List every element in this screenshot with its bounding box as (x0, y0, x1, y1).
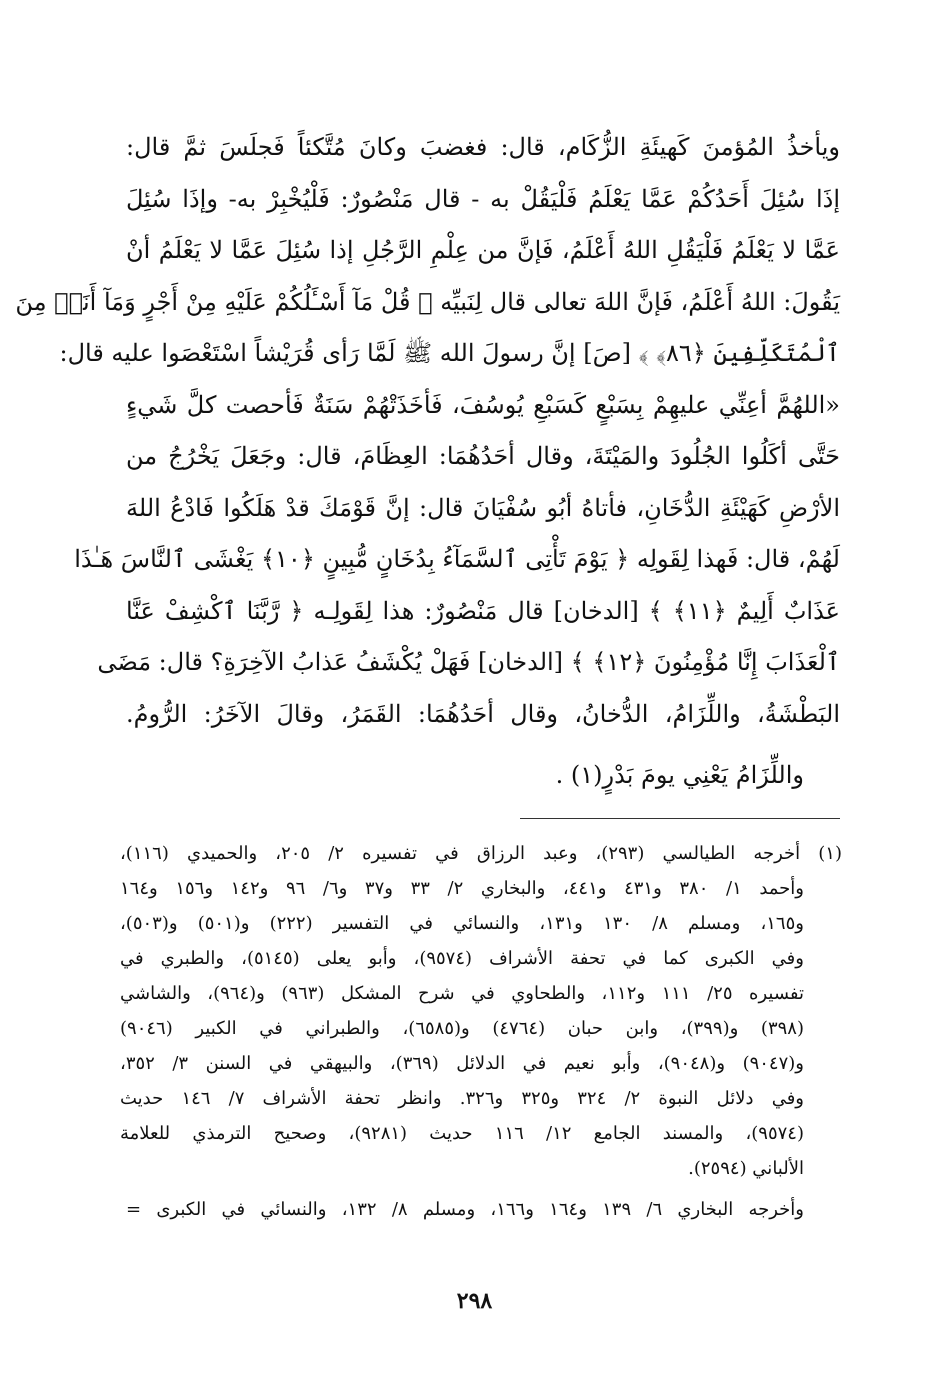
footnote-line: وأحمد ١/ ٣٨٠ و٤٣١ و٤٤١، والبخاري ٢/ ٣٣ و٣٧ و٦/ ٩٦ و١٤٢ و١٥٦ و١٦٤ (120, 878, 805, 899)
footnote-line: وفي الكبرى كما في تحفة الأشراف (٩٥٧٤)، وأبو يعلى (٥١٤٥)، والطبري في (120, 948, 804, 969)
main-text-line: يَقُولَ: اللهُ أَعْلَمُ، فَإنَّ اللهَ تعالى قال لِنَبيِّه ﴿ قُلْ مَآ أَسْـَٔلُكُمْ عَلَيْهِ مِنْ أَجْرٍ وَمَآ أَنَا۠ مِنَ (15, 287, 840, 316)
main-text-line: ٱلْمُتَكَلِّفِينَ ﴿٨٦﴾ ﴾ [صَ] إنَّ رسولَ الله ﷺ لَمَّا رَأى قُرَيْشاً اسْتَعْصَوا عليه قال: (59, 339, 840, 367)
footnote-divider (520, 818, 840, 819)
main-text-line: عَذَابٌ أَلِيمٌ ﴿١١﴾ ﴾ [الدخان] قال مَنْصُورٌ: هذا لِقَولِـه ﴿ رَّبَّنَا ٱكْشِفْ عَنَّا (126, 596, 840, 625)
footnote-line: وفي دلائل النبوة ٢/ ٣٢٤ و٣٢٥ و٣٢٦. وانظر تحفة الأشراف ٧/ ١٤٦ حديث (120, 1088, 804, 1109)
footnote-continuation: وأخرجه البخاري ٦/ ١٣٩ و١٦٤ و١٦٦، ومسلم ٨/ ١٣٢، والنسائي في الكبرى = (126, 1199, 804, 1220)
footnote-line: تفسيره ٢٥/ ١١١ و١١٢، والطحاوي في شرح المشكل (٩٦٣) و(٩٦٤)، والشاشي (120, 983, 804, 1004)
footnote-line: و(٩٠٤٧) و(٩٠٤٨)، وأبو نعيم في الدلائل (٣٦٩)، والبيهقي في السنن ٣/ ٣٥٢، (120, 1053, 804, 1074)
footnote-line: (٩٥٧٤)، والمسند الجامع ١٢/ ١١٦ حديث (٩٢٨١)، وصحيح الترمذي للعلامة (120, 1123, 804, 1144)
main-text-line: حَتَّى أكَلُوا الجُلُودَ والمَيْتَةَ، وقال أحَدُهُمَا: العِظَامَ، قال: وجَعَلَ يَخْرُجُ من (126, 442, 840, 470)
footnotes-block (120, 836, 842, 1227)
main-text-line: البَطْشَةُ، واللِّزَامُ، الدُّخانُ، وقال أحَدُهُمَا: القَمَرُ، وقالَ الآخَرُ: الرُّومُ. (126, 699, 840, 728)
footnote-line: (١) أخرجه الطيالسي (٢٩٣)، وعبد الرزاق في تفسيره ٢/ ٢٠٥، والحميدي (١١٦)، (120, 843, 842, 864)
main-text-line: «اللهُمَّ أعِنِّي عليهِمْ بِسَبْعٍ كَسَبْعِ يُوسُفَ، فَأخَذَتْهُمْ سَنَةٌ فَأحصت كلَّ شَيءٍ (126, 390, 840, 419)
main-text-line: لَهُمْ، قال: فَهذا لِقَولِه ﴿ يَوْمَ تَأْتِى ٱلسَّمَآءُ بِدُخَانٍ مُّبِينٍ ﴿١٠﴾ يَغْشَى ٱلنَّاسَ هَـٰذَا (74, 545, 840, 573)
main-text-block (15, 122, 840, 802)
footnote-line: الألباني (٢٥٩٤). (688, 1158, 804, 1179)
main-text-line: عَمَّا لا يَعْلَمُ فَلْيَقُلِ اللهُ أَعْلَمُ، فَإنَّ من عِلْمِ الرَّجُلِ إذا سُئِلَ عَمَّا لا يَعْلَمُ أنْ (126, 236, 840, 264)
main-text-line: ٱلْعَذَابَ إِنَّا مُؤْمِنُونَ ﴿١٢﴾ ﴾ [الدخان] فَهَلْ يُكْشَفُ عَذابُ الآخِرَةِ؟ قال: مَضَى (97, 648, 840, 676)
main-text-line: الأرْضِ كَهَيْئَةِ الدُّخَانِ، فأتاهُ أبُو سُفْيَانَ قال: إنَّ قَوْمَكَ قدْ هَلَكُوا فَادْعُ اللهَ (126, 493, 840, 522)
main-text-line: ويأخذُ المُؤمنَ كَهيئَةِ الزُّكَام، قال: فغضبَ وكانَ مُتَّكئاً فَجلَسَ ثمَّ قال: (126, 133, 840, 161)
main-text-line: إذَا سُئِلَ أَحَدُكُمْ عَمَّا يَعْلَمُ فَلْيَقُلْ به - قال مَنْصُورٌ: فَلْيُخْبِرْ به- وإذَا سُئِلَ (126, 184, 840, 213)
page-number: ٢٩٨ (456, 1288, 493, 1314)
main-text-last-line: واللِّزَامُ يَعْنِي يومَ بَدْرٍ(١) . (555, 761, 804, 789)
footnote-line: (٣٩٨) و(٣٩٩)، وابن حبان (٤٧٦٤) و(٦٥٨٥)، والطبراني في الكبير (٩٠٤٦) (120, 1018, 804, 1039)
footnote-line: و١٦٥، ومسلم ٨/ ١٣٠ و١٣١، والنسائي في التفسير (٢٢٢) و(٥٠١) و(٥٠٣)، (120, 913, 804, 934)
